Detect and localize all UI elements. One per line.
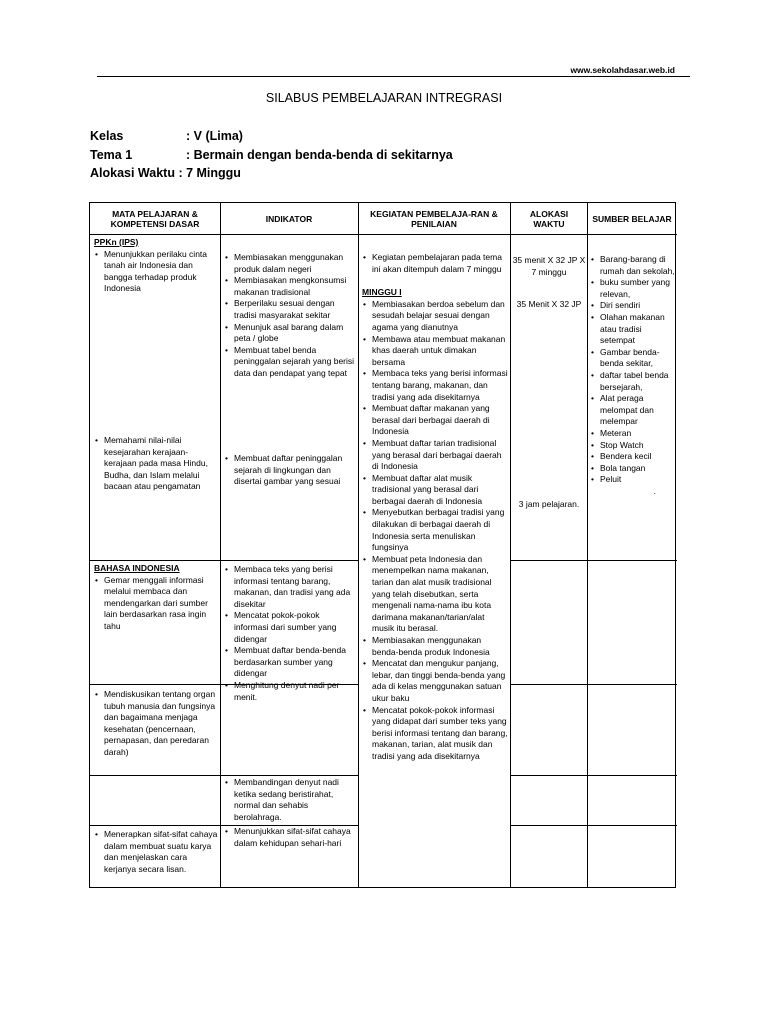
indikator-ppkn-b — [224, 453, 356, 488]
ipa-cell — [94, 689, 218, 759]
kegiatan-item: • Membuat daftar makanan yang berasal dari berbagai daerah di Indonesia — [362, 403, 508, 438]
header-rule — [97, 76, 690, 77]
kegiatan-item: • Membuat daftar alat musik tradisional yang berasal dari berbagai daerah di Indonesia — [362, 473, 508, 508]
indikator-item: • Membuat tabel benda peninggalan sejarah yang berisi data dan pendapat yang tepat — [224, 345, 356, 380]
indikator-item: • Membiasakan menggunakan produk dalam negeri — [224, 252, 356, 275]
indikator-item: • Mencatat pokok-pokok informasi dari sumber yang didengar — [224, 610, 356, 645]
sumber-item: • Stop Watch — [590, 440, 676, 452]
indikator-item: • Membaca teks yang berisi informasi tentang barang, makanan, dan tradisi yang ada disekitar — [224, 564, 356, 610]
indikator-ipa-a — [224, 777, 356, 823]
header-row-divider — [90, 234, 677, 235]
indikator-item: • Membuat daftar peninggalan sejarah di lingkungan dan disertai gambar yang sesuai — [224, 453, 356, 488]
alokasi-2: 35 Menit X 32 JP — [516, 299, 582, 309]
kd-item: • Menerapkan sifat-sifat cahaya dalam membuat suatu karya dan menjelaskan cara kerjanya secara lisan. — [94, 829, 218, 875]
header-indikator: INDIKATOR — [265, 213, 313, 224]
meta-kelas — [90, 129, 243, 143]
ppkn-cell-2 — [94, 435, 218, 493]
header-sumber: SUMBER BELAJAR — [592, 213, 672, 224]
ppkn-heading: PPKn (IPS) — [94, 237, 139, 247]
sumber-item: • Bola tangan — [590, 463, 676, 475]
kd-item: • Gemar menggali informasi melalui membaca dan mendengarkan dari sumber lain berdasarkan rasa ingin tahu — [94, 575, 218, 633]
kelas-value: : V (Lima) — [186, 129, 243, 143]
alokasi-3: 3 jam pelajaran. — [518, 499, 580, 509]
ipa-cell-2 — [94, 829, 218, 875]
meta-tema — [90, 148, 453, 162]
bi-cell — [94, 563, 218, 633]
header-kegiatan: KEGIATAN PEMBELAJA-RAN & PENILAIAN — [370, 208, 498, 229]
row-divider — [510, 684, 677, 685]
sumber-item: • Diri sendiri — [590, 300, 676, 312]
sumber-item: • daftar tabel benda bersejarah, — [590, 370, 676, 393]
sumber-item: • buku sumber yang relevan, — [590, 277, 676, 300]
row-divider — [510, 560, 677, 561]
website-url: www.sekolahdasar.web.id — [570, 65, 675, 75]
indikator-ipa-b — [224, 826, 356, 849]
kegiatan-intro: • Kegiatan pembelajaran pada tema ini akan ditempuh dalam 7 minggu — [362, 252, 508, 275]
row-divider — [510, 775, 677, 776]
indikator-bi — [224, 564, 356, 703]
kegiatan-item: • Membiasakan menggunakan benda-benda produk Indonesia — [362, 635, 508, 658]
sumber-item: • Barang-barang di rumah dan sekolah, — [590, 254, 676, 277]
indikator-item: • Membandingan denyut nadi ketika sedang beristirahat, normal dan sehabis berolahraga. — [224, 777, 356, 823]
indikator-item: • Menunjukkan sifat-sifat cahaya dalam kehidupan sehari-hari — [224, 826, 356, 849]
sumber-cell — [590, 254, 676, 497]
sumber-item: • Meteran — [590, 428, 676, 440]
kegiatan-item: • Membuat peta Indonesia dan menempelkan nama makanan, tarian dan alat musik tradisional yang telah disebutkan, serta mengenali nama-nama ibu kota darimana makanan/tarian/alat musik itu berasal. — [362, 554, 508, 635]
kegiatan-item: • Membiasakan berdoa sebelum dan sesudah belajar sesuai dengan agama yang dianutnya — [362, 299, 508, 334]
col-divider — [220, 203, 221, 887]
sumber-item: • Olahan makanan atau tradisi setempat — [590, 312, 676, 347]
trailing-mark: . — [653, 485, 656, 496]
sumber-item: • Peluit — [590, 474, 676, 486]
ppkn-cell — [94, 237, 218, 295]
kegiatan-item: • Menyebutkan berbagai tradisi yang dilakukan di berbagai daerah di Indonesia serta menuliskan fungsinya — [362, 507, 508, 553]
row-divider — [90, 775, 358, 776]
row-divider — [510, 825, 677, 826]
sumber-item: • Bendera kecil — [590, 451, 676, 463]
kegiatan-item: • Membawa atau membuat makanan khas daerah untuk dimakan bersama — [362, 334, 508, 369]
col-divider — [587, 203, 588, 887]
kd-item: • Menunjukkan perilaku cinta tanah air Indonesia dan bangga terhadap produk Indonesia — [94, 249, 218, 295]
sumber-item: • Gambar benda-benda sekitar, — [590, 347, 676, 370]
meta-alokasi: Alokasi Waktu : 7 Minggu — [90, 166, 241, 180]
sumber-item: • Alat peraga melompat dan melempar — [590, 393, 676, 428]
kegiatan-item: • Membaca teks yang berisi informasi tentang barang, makanan, dan tradisi yang ada disekitarnya — [362, 368, 508, 403]
indikator-item: • Menghitung denyut nadi per menit. — [224, 680, 356, 703]
kegiatan-cell — [362, 252, 508, 763]
tema-label: Tema 1 — [90, 148, 133, 162]
indikator-item: • Menunjuk asal barang dalam peta / globe — [224, 322, 356, 345]
col-divider — [358, 203, 359, 887]
kd-item: • Mendiskusikan tentang organ tubuh manusia dan fungsinya dan bagaimana menjaga kesehatan (pencernaan, pernapasan, dan peredaran darah) — [94, 689, 218, 759]
silabus-table — [89, 202, 676, 888]
document-title: SILABUS PEMBELAJARAN INTREGRASI — [265, 91, 503, 105]
kd-item: • Memahami nilai-nilai kesejarahan kerajaan-kerajaan pada masa Hindu, Budha, dan Islam melalui bacaan atau pengamatan — [94, 435, 218, 493]
row-divider — [90, 560, 358, 561]
kegiatan-item: • Membuat daftar tarian tradisional yang berasal dari berbagai daerah di Indonesia — [362, 438, 508, 473]
kelas-label: Kelas — [90, 129, 124, 143]
indikator-item: • Berperilaku sesuai dengan tradisi masyarakat sekitar — [224, 298, 356, 321]
kegiatan-item: • Mencatat pokok-pokok informasi yang didapat dari sumber teks yang berisi informasi tentang dan barang, makanan, tarian, alat musik dan tradisi yang ada disekitarnya — [362, 705, 508, 763]
minggu-label: MINGGU I — [362, 287, 402, 298]
col-divider — [510, 203, 511, 887]
tema-value: : Bermain dengan benda-benda di sekitarnya — [186, 148, 453, 162]
indikator-item: • Membiasakan mengkonsumsi makanan tradisional — [224, 275, 356, 298]
alokasi-1: 35 menit X 32 JP X 7 minggu — [512, 255, 586, 277]
header-alokasi: ALOKASI WAKTU — [529, 208, 569, 229]
header-mapel: MATA PELAJARAN & KOMPETENSI DASAR — [110, 208, 200, 229]
indikator-item: • Membuat daftar benda-benda berdasarkan sumber yang didengar — [224, 645, 356, 680]
kegiatan-item: • Mencatat dan mengukur panjang, lebar, dan tinggi benda-benda yang ada di kelas menggunakan satuan ukur baku — [362, 658, 508, 704]
bi-heading: BAHASA INDONESIA — [94, 563, 180, 573]
indikator-ppkn-a — [224, 252, 356, 380]
